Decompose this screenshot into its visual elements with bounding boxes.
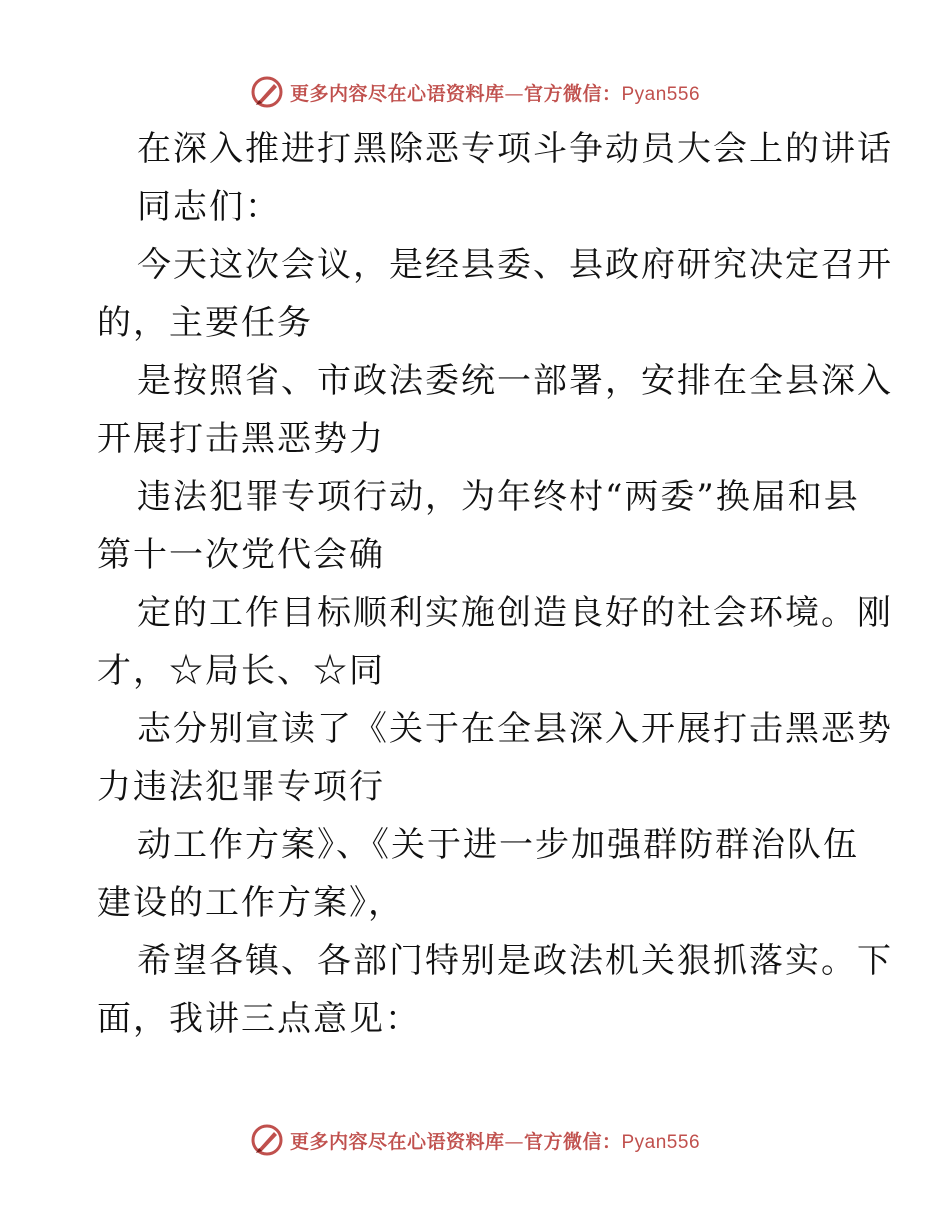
- watermark-label: 更多内容尽在心语资料库: [289, 82, 505, 105]
- document-title: 在深入推进打黑除恶专项斗争动员大会上的讲话: [137, 129, 893, 169]
- watermark-suffix: 官方微信：: [523, 1130, 622, 1153]
- text-line: 的，主要任务: [97, 303, 313, 343]
- watermark-dash: —: [504, 82, 524, 105]
- text-line: 希望各镇、各部门特别是政法机关狠抓落实。下: [137, 941, 893, 981]
- pen-logo-icon: [250, 75, 284, 109]
- text-line: 今天这次会议，是经县委、县政府研究决定召开: [137, 245, 893, 285]
- text-line: 定的工作目标顺利实施创造良好的社会环境。刚: [137, 593, 893, 633]
- header-watermark: [0, 72, 950, 112]
- watermark-text: [290, 1127, 700, 1154]
- text-line: 力违法犯罪专项行: [97, 767, 385, 807]
- watermark-account: Pyan556: [621, 83, 701, 105]
- watermark-text: [290, 79, 700, 106]
- watermark-suffix: 官方微信：: [523, 82, 622, 105]
- text-line: 第十一次党代会确: [97, 535, 385, 575]
- text-line: 才，☆局长、☆同: [97, 651, 385, 691]
- text-line: 是按照省、市政法委统一部署，安排在全县深入: [137, 361, 893, 401]
- salutation: 同志们：: [137, 187, 281, 227]
- document-body: [97, 120, 893, 1048]
- pen-logo-icon: [250, 1123, 284, 1157]
- text-line: 面，我讲三点意见：: [97, 999, 421, 1039]
- text-line: 开展打击黑恶势力: [97, 419, 385, 459]
- watermark-label: 更多内容尽在心语资料库: [289, 1130, 505, 1153]
- text-line: 志分别宣读了《关于在全县深入开展打击黑恶势: [137, 709, 893, 749]
- footer-watermark: [0, 1120, 950, 1160]
- watermark-account: Pyan556: [621, 1131, 701, 1153]
- watermark-dash: —: [504, 1130, 524, 1153]
- text-line: 动工作方案》、《关于进一步加强群防群治队伍: [137, 825, 859, 865]
- text-line: 违法犯罪专项行动，为年终村“两委”换届和县: [137, 477, 860, 517]
- text-line: 建设的工作方案》，: [97, 883, 404, 923]
